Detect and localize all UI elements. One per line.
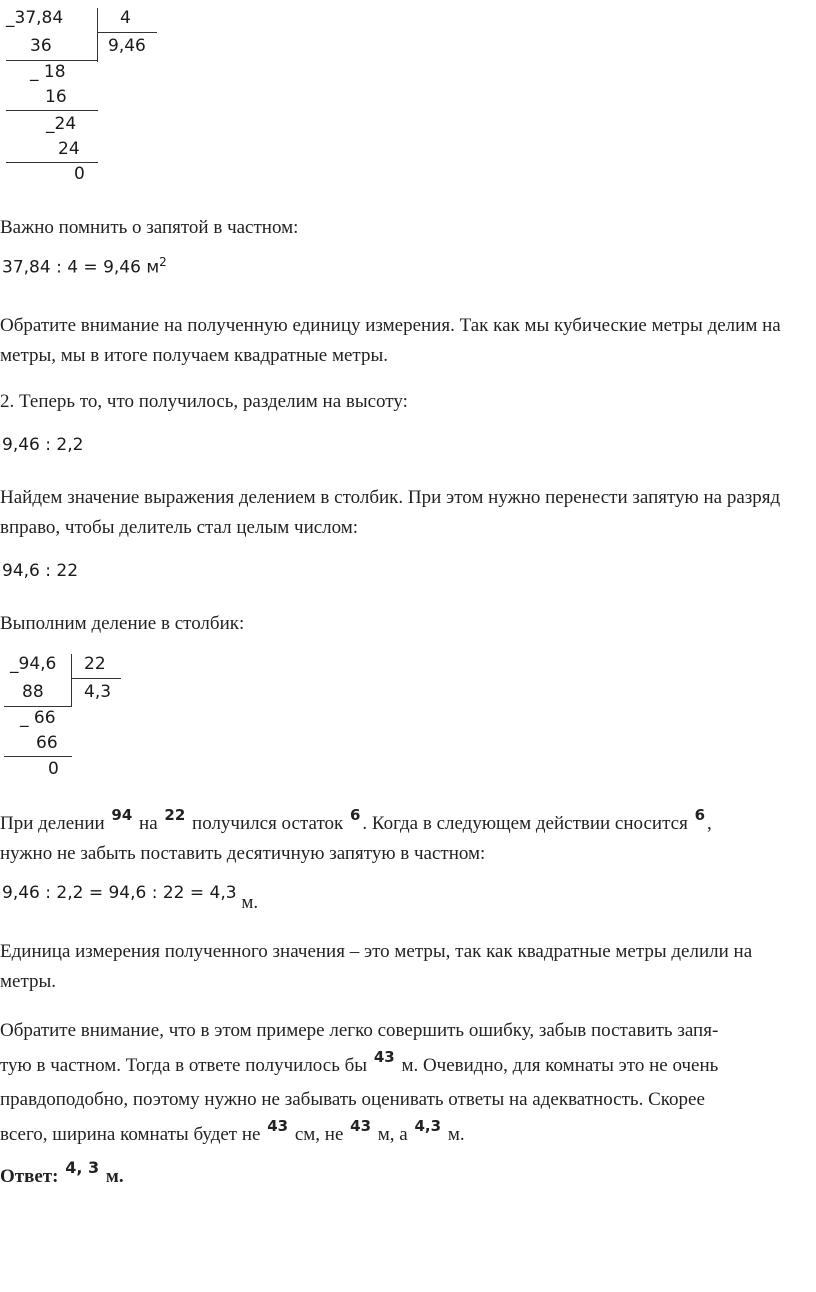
division1-sub1: 36 [30,36,52,56]
division1-sub2: 16 [45,87,67,107]
division1-rule-3 [6,162,98,163]
paragraph-8 [0,1014,812,1152]
equation-1-text: 37,84 : 4 = 9,46 м [2,257,160,278]
division1-rule-1 [6,60,98,61]
equation-1 [2,255,167,278]
p8-line-4b: см, не [290,1123,349,1145]
p6-number-6b: 6 [694,806,705,824]
division1-vertical-rule [97,8,98,62]
p6-number-22: 22 [164,806,186,824]
p8-line-4c: м, а [373,1123,413,1145]
answer-unit: м. [101,1166,124,1187]
division2-rem1: _ 66 [20,708,56,728]
p6-number-6a: 6 [349,806,361,824]
division1-divisor: 4 [120,8,131,28]
division1-rule-2 [6,110,98,111]
division2-dividend: _94,6 [10,654,57,674]
p8-line-4a: всего, ширина комнаты будет не [0,1123,266,1145]
p8-number-43a: 43 [373,1047,395,1066]
p8-line-4d: м. [443,1123,465,1145]
division2-sub2: 66 [36,733,58,753]
p6-number-94: 94 [111,806,133,824]
p6-line-2: нужно не забыть поставить десятичную запятую в частном: [0,843,486,864]
p8-line-2a: тую в частном. Тогда в ответе получилось бы [0,1054,372,1076]
division1-rem1: _ 18 [30,62,66,82]
paragraph-6 [0,806,812,869]
division2-final: 0 [48,759,59,779]
paragraph-1: Важно помнить о запятой в частном: [0,217,299,238]
equation-4-unit: м. [236,892,259,913]
equation-4-text: 9,46 : 2,2 = 94,6 : 22 = 4,3 [2,883,237,903]
paragraph-3: 2. Теперь то, что получилось, разделим на высоту: [0,391,408,412]
equation-4 [2,882,259,913]
p8-number-43c: 43 [350,1116,372,1135]
division1-final: 0 [74,164,85,184]
division2-vertical-rule [71,654,72,706]
p8-line-1: Обратите внимание, что в этом примере легко совершить ошибку, забыв поставить запя- [0,1020,719,1041]
p6-text-4: . Когда в следующем действии сносится [362,813,693,834]
p8-number-43b: 43 [267,1116,289,1135]
p6-text-2: на [134,813,163,834]
division2-divisor-rule [71,678,121,679]
equation-1-superscript: 2 [159,255,167,269]
division1-sub3: 24 [58,139,80,159]
answer-line [0,1158,812,1192]
division1-rem2: _24 [46,114,77,134]
paragraph-4: Найдем значение выражения делением в столбик. При этом нужно перенести запятую на разряд вправо, чтобы делитель стал целым числом: [0,487,781,538]
division2-quotient: 4,3 [84,682,112,702]
answer-label: Ответ: [0,1166,59,1187]
division1-quotient: 9,46 [108,36,146,56]
answer-value: 4, 3 [65,1158,100,1177]
p8-line-2b: м. Очевидно, для комнаты это не очень [396,1054,719,1076]
p6-text-5: , [707,813,712,834]
division2-rule-2 [4,756,72,757]
paragraph-5: Выполним деление в столбик: [0,613,245,634]
paragraph-7: Единица измерения полученного значения – это метры, так как квадратные метры делили на метры. [0,941,753,992]
p8-number-4-3: 4,3 [414,1116,442,1135]
p8-line-3: правдоподобно, поэтому нужно не забывать оценивать ответы на адекватность. Скорее [0,1089,705,1110]
equation-2: 9,46 : 2,2 [2,435,84,455]
division2-divisor: 22 [84,654,106,674]
division2-sub1: 88 [22,682,44,702]
paragraph-2: Обратите внимание на полученную единицу измерения. Так как мы кубические метры делим на метры, мы в итоге получаем квадратные метры. [0,315,781,366]
p6-text-3: получился остаток [187,813,348,834]
division2-rule-1 [4,706,72,707]
division1-divisor-rule [97,32,157,33]
division1-dividend: _37,84 [6,8,64,28]
equation-3: 94,6 : 22 [2,561,79,581]
p6-text-1: При делении [0,813,110,834]
